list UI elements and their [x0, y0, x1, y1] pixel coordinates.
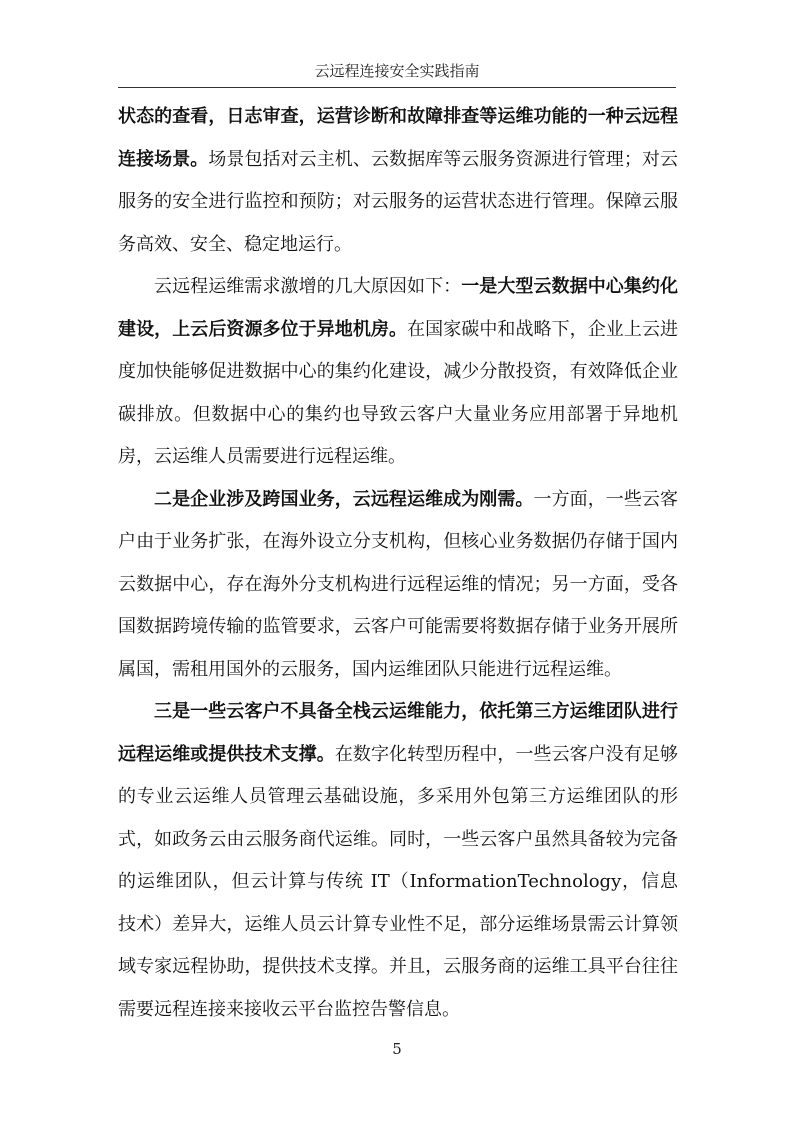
header-divider [118, 87, 676, 88]
body-text-span: 一方面，一些云客户由于业务扩张，在海外设立分支机构，但核心业务数据仍存储于国内云数据中心，存在海外分支机构进行远程运维的情况；另一方面，受各国数据跨境传输的监管要求，云客户可能需要将数据存储于业务开展所属国，需租用国外的云服务，国内运维团队只能进行远程运维。 [118, 488, 678, 680]
body-text-span: 在国家碳中和战略下，企业上云进度加快能够促进数据中心的集约化建设，减少分散投资，有效降低企业碳排放。但数据中心的集约也导致云客户大量业务应用部署于异地机房，云运维人员需要进行远程运维。 [118, 318, 679, 467]
body-text-span: 场景包括对云主机、云数据库等云服务资源进行管理；对云服务的安全进行监控和预防；对云服务的运营状态进行管理。保障云服务高效、安全、稳定地运行。 [118, 148, 679, 255]
body-text-span: 在数字化转型历程中，一些云客户没有足够的专业云运维人员管理云基础设施，多采用外包第三方运维团队的形式，如政务云由云服务商代运维。同时，一些云客户虽然具备较为完备的运维团队，但云计算与传统 IT（InformationTechnology，信息技术）差异大，运维人员云计算专业性不足，部分运维场景需云计算领域专家远程协助，提供技术支撑。并且，云服务商的运维工具平台往往需要远程连接来接收云平台监控告警信息。 [118, 743, 679, 1020]
paragraph [118, 96, 678, 266]
page-number: 5 [392, 1040, 402, 1058]
paragraph [118, 691, 678, 1031]
bold-text: 二是企业涉及跨国业务，云远程运维成为刚需。 [154, 488, 534, 510]
body-text [118, 96, 678, 1031]
bold-text: 状态的查看，日志审查，运营诊断和故障排查等运维功能的一种云远程连接场景。 [118, 106, 678, 170]
paragraph [118, 479, 678, 692]
running-header: 云远程连接安全实践指南 [314, 62, 480, 80]
bold-text: 一是大型云数据中心集约化建设，上云后资源多位于异地机房。 [118, 276, 679, 340]
body-text-span: 云远程运维需求激增的几大原因如下： [154, 276, 462, 297]
bold-text: 三是一些云客户不具备全栈云运维能力，依托第三方运维团队进行远程运维或提供技术支撑。 [118, 701, 678, 765]
paragraph [118, 266, 678, 479]
